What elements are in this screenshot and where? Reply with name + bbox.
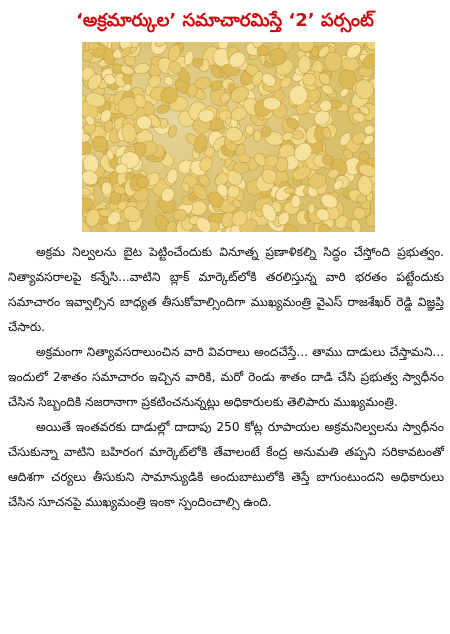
- paragraph-text: అక్రమ నిల్వలను బైట పెట్టించేందుకు వినూత్న ప్రణాళికల్ని సిద్ధం చేస్తోంది ప్రభుత్వం. నిత్యావసరాలపై కన్నేసి...వాటిని బ్లాక్ మార్కెట్‌లోకి తరలిస్తున్న వారి భరతం పట్టేందుకు సమాచారం ఇవ్వాల్సిన బాధ్యత తీసుకోవాల్సిందిగా ముఖ్యమంత్రి వైఎస్ రాజశేఖర్ రెడ్డి విజ్ఞప్తి చేసారు.: [8, 245, 444, 334]
- article-paragraph: [8, 340, 444, 415]
- article-headline: ‘అక్రమార్కుల’ సమాచారమిస్తే ‘2’ పర్సంట్: [76, 10, 374, 31]
- paragraph-text: అక్రమంగా నిత్యావసరాలుంచిన వారి వివరాలు అందచేస్తే... తాము దాడులు చేస్తామని... ఇందులో 2శాతం సమాచారం ఇచ్చిన వారికి, మరో రెండు శాతం దాడి చేసి ప్రభుత్వ స్వాధీనం చేసిన సిబ్బందికి నజరానాగా ప్రకటించనున్నట్లు అధికారులకు తెలిపారు ముఖ్యమంత్రి.: [8, 345, 444, 409]
- article-paragraph: [8, 240, 444, 340]
- article-body: [8, 240, 444, 515]
- lentils-photo: [82, 42, 375, 232]
- lentils-photo-graphic: [82, 42, 375, 232]
- paragraph-text: అయితే ఇంతవరకు దాడుల్లో దాదాపు 250 కోట్ల రూపాయల అక్రమనిల్వలను స్వాధీనం చేసుకున్నా వాటిని బహిరంగ మార్కెట్‌లోకి తేవాలంటే కేంద్ర అనుమతి తప్పని సరికావటంతో ఆదిశగా చర్యలు తీసుకుని సామాన్యుడికి అందుబాటులోకి తెస్తే బాగుంటుందని అధికారులు చేసిన సూచనపై ముఖ్యమంత్రి ఇంకా స్పందించాల్సి ఉంది.: [8, 420, 444, 509]
- article-paragraph: [8, 415, 444, 515]
